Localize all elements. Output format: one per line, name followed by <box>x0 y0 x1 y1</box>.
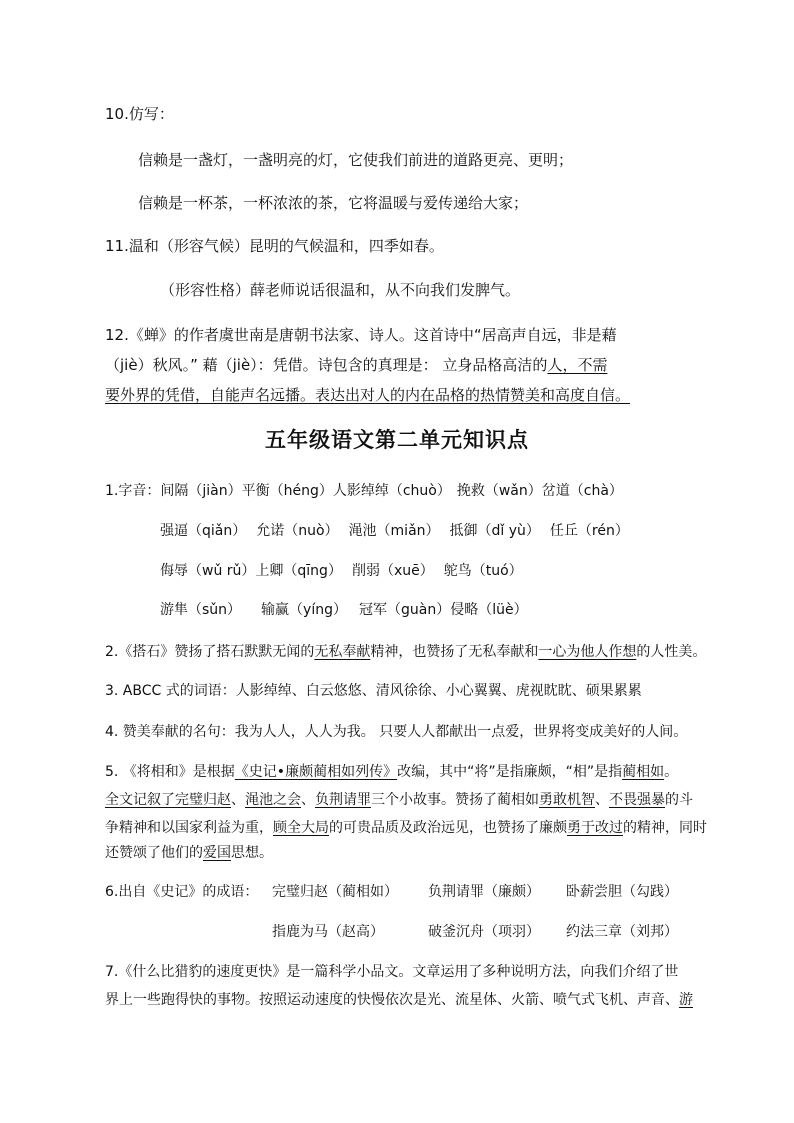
pron-group: 冠军（guàn）侵略（lüè） <box>358 602 528 618</box>
pronunciation-row-4 <box>160 600 528 620</box>
pron-group: 侮辱（wǔ rǔ）上卿（qīng） <box>160 563 342 579</box>
item-5-text: 、 <box>231 792 245 808</box>
item-5-underlined: 渑池之会 <box>245 792 301 808</box>
item-7-line-1: 7.《什么比猎豹的速度更快》是一篇科学小品文。文章运用了多种说明方法，向我们介绍了世 <box>105 964 679 980</box>
item-5-underlined: 《史记•廉颇蔺相如列传》 <box>234 764 398 780</box>
item-2-underlined: 无私奉献 <box>314 644 371 660</box>
item-5-line-1 <box>105 762 678 782</box>
item-5-text: 思想。 <box>231 845 273 861</box>
item-5-underlined: 勇于改过 <box>567 820 623 836</box>
item-5-line-2 <box>105 790 693 810</box>
item-5-underlined: 负荆请罪 <box>315 792 371 808</box>
item-3: 3. ABCC 式的词语：人影绰绰、白云悠悠、清风徐徐、小心翼翼、虎视眈眈、硕果累累 <box>105 683 642 699</box>
pron-group: 任丘（rén） <box>549 523 629 539</box>
item-5-text: 改编，其中“将”是指廉颇，“相”是指 <box>397 764 623 780</box>
section-title: 五年级语文第二单元知识点 <box>265 428 529 452</box>
item-6-label: 6.出自《史记》的成语： <box>105 884 259 900</box>
item-2-underlined: 一心为他人作想 <box>538 644 637 660</box>
imitation-sentence-1: 信赖是一盏灯，一盏明亮的灯，它使我们前进的道路更亮、更明； <box>138 151 574 169</box>
item-5-text: 。 <box>664 764 679 780</box>
imitation-sentence-2: 信赖是一杯茶，一杯浓浓的茶，它将温暖与爱传递给大家； <box>138 194 529 212</box>
item-5-underlined: 不畏强暴 <box>609 792 665 808</box>
item-12-line-1: 12.《蝉》的作者虞世南是唐朝书法家、诗人。这首诗中“居高声自远，非是藉 <box>105 326 617 344</box>
pron-group: 输赢（yíng） <box>261 602 347 618</box>
item-5-underlined: 蔺相如 <box>622 764 665 780</box>
item-12-line-2-text: （jiè）秋风。” 藉（jiè）：凭借。诗包含的真理是： 立身品格高洁的 <box>105 356 548 374</box>
idiom-item: 卧薪尝胆（勾践） <box>566 884 678 900</box>
item-12-underlined-3: 对人的内在品格的热情赞美和高度自信。 <box>360 386 631 404</box>
idiom-item: 约法三章（刘邦） <box>566 924 678 940</box>
pron-group: 削弱（xuē） <box>351 563 434 579</box>
item-4: 4. 赞美奉献的名句：我为人人，人人为我。 只要人人都献出一点爱，世界将变成美好的人间。 <box>105 724 688 740</box>
idiom-item: 负荆请罪（廉颇） <box>428 884 540 900</box>
item-5-underlined: 爱国 <box>203 845 231 861</box>
pron-group: 渑池（miǎn） <box>348 523 440 539</box>
item-5-text: 的可贵品质及政治远见，也赞扬了廉颇 <box>329 820 567 836</box>
item-11-line-1: 11.温和（形容气候）昆明的气候温和，四季如春。 <box>105 237 444 255</box>
pronunciation-row-3 <box>160 561 523 581</box>
item-5-underlined: 完璧归赵 <box>175 792 231 808</box>
item-5-underlined: 勇敢机智 <box>539 792 595 808</box>
pron-group: 抵御（dǐ yù） <box>449 523 540 539</box>
pron-group: 强逼（qiǎn） <box>160 523 247 539</box>
item-5-line-3 <box>105 818 707 838</box>
pron-group: 鸵鸟（tuó） <box>443 563 523 579</box>
item-5-text: 的精神，同时 <box>623 820 707 836</box>
item-5-line-4 <box>105 843 273 863</box>
item-11-line-2: （形容性格）薛老师说话很温和，从不向我们发脾气。 <box>160 281 521 299</box>
item-5-text: 、 <box>301 792 315 808</box>
pronunciation-row-2 <box>160 521 629 541</box>
item-2-text: 的人性美。 <box>636 644 707 660</box>
item-12-underlined-2: 要外界的凭借，自能声名远播。表达出 <box>105 386 361 404</box>
item-2 <box>105 642 706 662</box>
pron-group: 挽救（wǎn）岔道（chà） <box>456 483 623 499</box>
item-10-heading: 10.仿写： <box>105 105 174 123</box>
item-5-text: 争精神和以国家利益为重， <box>105 820 273 836</box>
item-5-text: 、 <box>595 792 609 808</box>
item-7-line-2 <box>105 990 693 1010</box>
item-7-text: 界上一些跑得快的事物。按照运动速度的快慢依次是光、流星体、火箭、喷气式飞机、声音、 <box>105 992 679 1008</box>
item-5-text: 5. 《将相和》是根据 <box>105 764 235 780</box>
idiom-item: 完璧归赵（蔺相如） <box>272 884 398 900</box>
item-7-underlined: 游 <box>679 992 693 1008</box>
pron-group: 允诺（nuò） <box>256 523 339 539</box>
item-2-text: 2.《搭石》赞扬了搭石默默无闻的 <box>105 644 315 660</box>
pron-group: 游隼（sǔn） <box>160 602 242 618</box>
item-12-line-3 <box>105 385 630 405</box>
idiom-item: 指鹿为马（赵高） <box>272 924 384 940</box>
item-5-text: 三个小故事。赞扬了蔺相如 <box>371 792 539 808</box>
pronunciation-row-1 <box>105 481 623 501</box>
item-5-text: 还赞颂了他们的 <box>105 845 203 861</box>
item-5-text: 的斗 <box>665 792 693 808</box>
item-12-line-2 <box>105 355 607 375</box>
item-2-text: 精神，也赞扬了无私奉献和 <box>370 644 539 660</box>
item-12-underlined-1: 人，不需 <box>547 356 608 374</box>
pron-group: 1.字音：间隔（jiàn）平衡（héng）人影绰绰（chuò） <box>105 483 451 499</box>
idiom-item: 破釜沉舟（项羽） <box>428 924 540 940</box>
item-5-underlined: 全文记叙了 <box>105 792 175 808</box>
item-5-underlined: 顾全大局 <box>273 820 329 836</box>
